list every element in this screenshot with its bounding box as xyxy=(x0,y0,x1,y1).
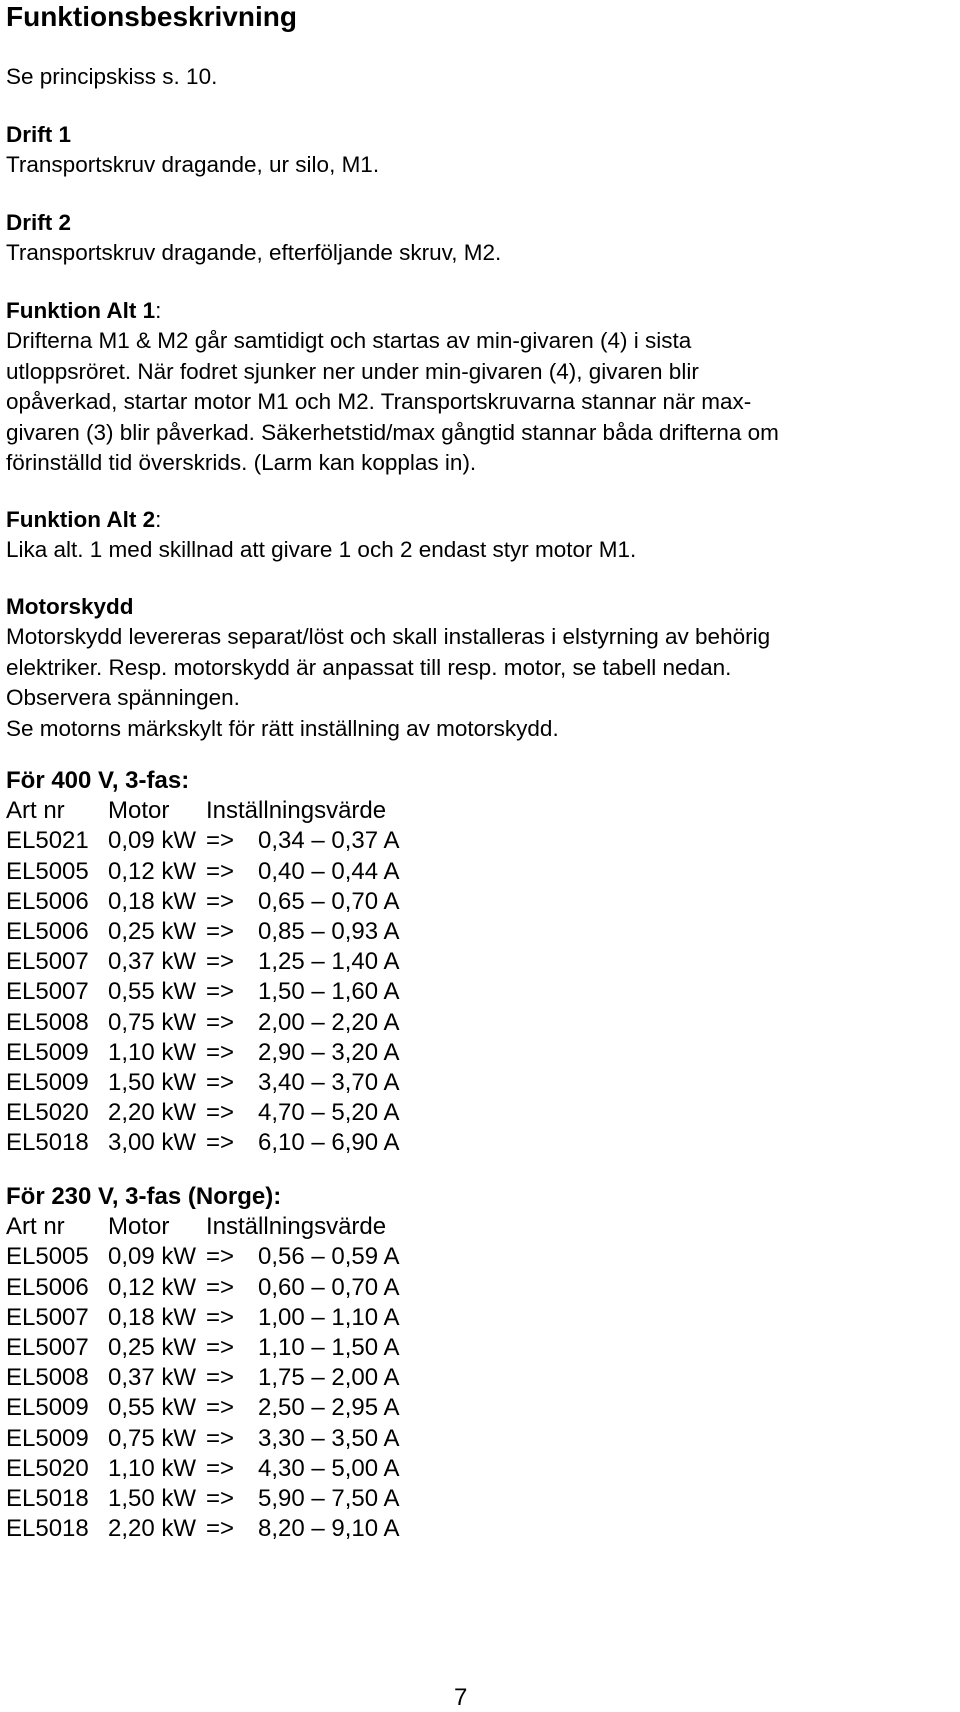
table-row xyxy=(6,1068,400,1098)
table-row xyxy=(6,1098,400,1128)
table-400v-header-row xyxy=(6,796,387,826)
cell-setting: 1,75 – 2,00 A xyxy=(258,1364,400,1392)
table-230v-header-row xyxy=(6,1212,387,1242)
cell-arrow: => xyxy=(206,1364,235,1392)
cell-arrow: => xyxy=(206,978,235,1006)
cell-art-nr: EL5018 xyxy=(6,1515,89,1543)
table-row xyxy=(6,1393,400,1423)
cell-motor: 3,00 kW xyxy=(108,1129,197,1157)
cell-arrow: => xyxy=(206,1394,235,1422)
cell-art-nr: EL5009 xyxy=(6,1394,89,1422)
alt1-line-1: Drifterna M1 & M2 går samtidigt och startas av min-givaren (4) i sista xyxy=(6,328,692,354)
cell-motor: 0,09 kW xyxy=(108,1243,197,1271)
cell-setting: 1,10 – 1,50 A xyxy=(258,1333,400,1361)
cell-setting: 5,90 – 7,50 A xyxy=(258,1484,400,1512)
cell-motor: 0,55 kW xyxy=(108,1394,197,1422)
cell-arrow: => xyxy=(206,1068,235,1096)
cell-setting: 6,10 – 6,90 A xyxy=(258,1129,400,1157)
table-row xyxy=(6,1454,400,1484)
cell-art-nr: EL5006 xyxy=(6,887,89,915)
page-title: Funktionsbeskrivning xyxy=(6,1,297,32)
table-row xyxy=(6,826,400,856)
cell-motor: 1,10 kW xyxy=(108,1038,197,1066)
cell-art-nr: EL5005 xyxy=(6,1243,89,1271)
cell-setting: 4,30 – 5,00 A xyxy=(258,1454,400,1482)
alt2-section xyxy=(6,505,636,566)
cell-setting: 0,85 – 0,93 A xyxy=(258,917,400,945)
table-row xyxy=(6,1273,400,1303)
cell-setting: 8,20 – 9,10 A xyxy=(258,1515,400,1543)
cell-setting: 0,34 – 0,37 A xyxy=(258,827,400,855)
cell-motor: 0,18 kW xyxy=(108,887,197,915)
cell-motor: 0,18 kW xyxy=(108,1303,197,1331)
cell-art-nr: EL5006 xyxy=(6,1273,89,1301)
cell-motor: 0,75 kW xyxy=(108,1424,197,1452)
cell-art-nr: EL5009 xyxy=(6,1038,89,1066)
cell-setting: 0,60 – 0,70 A xyxy=(258,1273,400,1301)
col-art-header: Art nr xyxy=(6,797,65,825)
table-row xyxy=(6,1242,400,1272)
alt1-section xyxy=(6,296,779,478)
cell-motor: 0,37 kW xyxy=(108,948,197,976)
cell-arrow: => xyxy=(206,1129,235,1157)
cell-motor: 0,55 kW xyxy=(108,978,197,1006)
cell-setting: 2,50 – 2,95 A xyxy=(258,1394,400,1422)
cell-arrow: => xyxy=(206,917,235,945)
alt1-line-2: utloppsröret. När fodret sjunker ner under min-givaren (4), givaren blir xyxy=(6,358,699,384)
motorskydd-line-2: elektriker. Resp. motorskydd är anpassat till resp. motor, se tabell nedan. xyxy=(6,654,732,680)
cell-motor: 0,12 kW xyxy=(108,857,197,885)
drift1-text: Transportskruv dragande, ur silo, M1. xyxy=(6,152,380,178)
cell-motor: 0,09 kW xyxy=(108,827,197,855)
drift1-heading: Drift 1 xyxy=(6,122,72,147)
table-230v xyxy=(6,1182,400,1544)
table-row xyxy=(6,1363,400,1393)
table-row xyxy=(6,947,400,977)
cell-art-nr: EL5020 xyxy=(6,1454,89,1482)
cell-setting: 3,30 – 3,50 A xyxy=(258,1424,400,1452)
cell-art-nr: EL5008 xyxy=(6,1008,89,1036)
cell-setting: 4,70 – 5,20 A xyxy=(258,1099,400,1127)
cell-arrow: => xyxy=(206,857,235,885)
cell-arrow: => xyxy=(206,1273,235,1301)
table-row xyxy=(6,1424,400,1454)
motorskydd-heading: Motorskydd xyxy=(6,594,134,619)
cell-arrow: => xyxy=(206,1424,235,1452)
table-row xyxy=(6,977,400,1007)
table-row xyxy=(6,857,400,887)
col-art-header: Art nr xyxy=(6,1213,65,1241)
cell-art-nr: EL5005 xyxy=(6,857,89,885)
cell-motor: 1,10 kW xyxy=(108,1454,197,1482)
cell-art-nr: EL5020 xyxy=(6,1099,89,1127)
alt1-heading-line xyxy=(6,296,779,326)
table-row xyxy=(6,1008,400,1038)
table-230v-body xyxy=(6,1242,400,1544)
cell-setting: 2,90 – 3,20 A xyxy=(258,1038,400,1066)
cell-arrow: => xyxy=(206,1038,235,1066)
drift1-section xyxy=(6,120,379,181)
cell-arrow: => xyxy=(206,1303,235,1331)
table-row xyxy=(6,1303,400,1333)
cell-art-nr: EL5007 xyxy=(6,948,89,976)
cell-motor: 2,20 kW xyxy=(108,1515,197,1543)
table-row xyxy=(6,917,400,947)
page-number: 7 xyxy=(454,1684,468,1711)
motorskydd-line-3: Observera spänningen. xyxy=(6,685,240,711)
cell-setting: 0,56 – 0,59 A xyxy=(258,1243,400,1271)
col-setting-header: Inställningsvärde xyxy=(206,797,387,825)
cell-setting: 1,00 – 1,10 A xyxy=(258,1303,400,1331)
cell-motor: 0,37 kW xyxy=(108,1364,197,1392)
cell-arrow: => xyxy=(206,827,235,855)
table-400v-heading: För 400 V, 3-fas: xyxy=(6,767,190,794)
table-row xyxy=(6,887,400,917)
cell-art-nr: EL5018 xyxy=(6,1484,89,1512)
cell-setting: 0,40 – 0,44 A xyxy=(258,857,400,885)
cell-art-nr: EL5007 xyxy=(6,1333,89,1361)
table-400v-body xyxy=(6,826,400,1158)
table-row xyxy=(6,1038,400,1068)
cell-setting: 1,25 – 1,40 A xyxy=(258,948,400,976)
table-230v-heading: För 230 V, 3-fas (Norge): xyxy=(6,1183,282,1210)
alt1-heading: Funktion Alt 1 xyxy=(6,298,156,323)
cell-motor: 0,75 kW xyxy=(108,1008,197,1036)
cell-arrow: => xyxy=(206,1099,235,1127)
cell-art-nr: EL5009 xyxy=(6,1068,89,1096)
cell-arrow: => xyxy=(206,1515,235,1543)
drift2-text: Transportskruv dragande, efterföljande skruv, M2. xyxy=(6,240,502,266)
intro-text: Se principskiss s. 10. xyxy=(6,64,218,89)
cell-setting: 2,00 – 2,20 A xyxy=(258,1008,400,1036)
cell-motor: 0,25 kW xyxy=(108,917,197,945)
table-row xyxy=(6,1128,400,1158)
alt1-line-3: opåverkad, startar motor M1 och M2. Transportskruvarna stannar när max- xyxy=(6,389,752,415)
cell-arrow: => xyxy=(206,1484,235,1512)
cell-motor: 1,50 kW xyxy=(108,1068,197,1096)
drift2-heading: Drift 2 xyxy=(6,210,72,235)
cell-motor: 0,25 kW xyxy=(108,1333,197,1361)
alt1-colon: : xyxy=(155,298,162,323)
cell-motor: 1,50 kW xyxy=(108,1484,197,1512)
cell-motor: 2,20 kW xyxy=(108,1099,197,1127)
cell-setting: 1,50 – 1,60 A xyxy=(258,978,400,1006)
col-setting-header: Inställningsvärde xyxy=(206,1213,387,1241)
cell-art-nr: EL5009 xyxy=(6,1424,89,1452)
motorskydd-line-4: Se motorns märkskylt för rätt inställning av motorskydd. xyxy=(6,715,559,741)
alt2-text: Lika alt. 1 med skillnad att givare 1 och 2 endast styr motor M1. xyxy=(6,537,637,563)
cell-art-nr: EL5007 xyxy=(6,1303,89,1331)
table-row xyxy=(6,1484,400,1514)
cell-setting: 3,40 – 3,70 A xyxy=(258,1068,400,1096)
cell-motor: 0,12 kW xyxy=(108,1273,197,1301)
cell-arrow: => xyxy=(206,1333,235,1361)
cell-setting: 0,65 – 0,70 A xyxy=(258,887,400,915)
drift2-section xyxy=(6,208,501,269)
cell-art-nr: EL5007 xyxy=(6,978,89,1006)
table-row xyxy=(6,1514,400,1544)
cell-arrow: => xyxy=(206,887,235,915)
cell-art-nr: EL5008 xyxy=(6,1364,89,1392)
cell-arrow: => xyxy=(206,948,235,976)
col-motor-header: Motor xyxy=(108,797,170,825)
alt1-line-5: förinställd tid överskrids. (Larm kan kopplas in). xyxy=(6,449,477,475)
alt2-heading-line xyxy=(6,505,636,535)
cell-arrow: => xyxy=(206,1454,235,1482)
intro-paragraph xyxy=(6,62,217,92)
table-row xyxy=(6,1333,400,1363)
cell-arrow: => xyxy=(206,1008,235,1036)
motorskydd-section xyxy=(6,592,770,744)
col-motor-header: Motor xyxy=(108,1213,170,1241)
alt2-colon: : xyxy=(155,507,162,532)
cell-art-nr: EL5018 xyxy=(6,1129,89,1157)
table-400v xyxy=(6,766,400,1158)
motorskydd-line-1: Motorskydd levereras separat/löst och skall installeras i elstyrning av behörig xyxy=(6,624,771,650)
cell-arrow: => xyxy=(206,1243,235,1271)
alt1-line-4: givaren (3) blir påverkad. Säkerhetstid/max gångtid stannar båda drifterna om xyxy=(6,419,779,445)
alt2-heading: Funktion Alt 2 xyxy=(6,507,156,532)
cell-art-nr: EL5006 xyxy=(6,917,89,945)
cell-art-nr: EL5021 xyxy=(6,827,89,855)
